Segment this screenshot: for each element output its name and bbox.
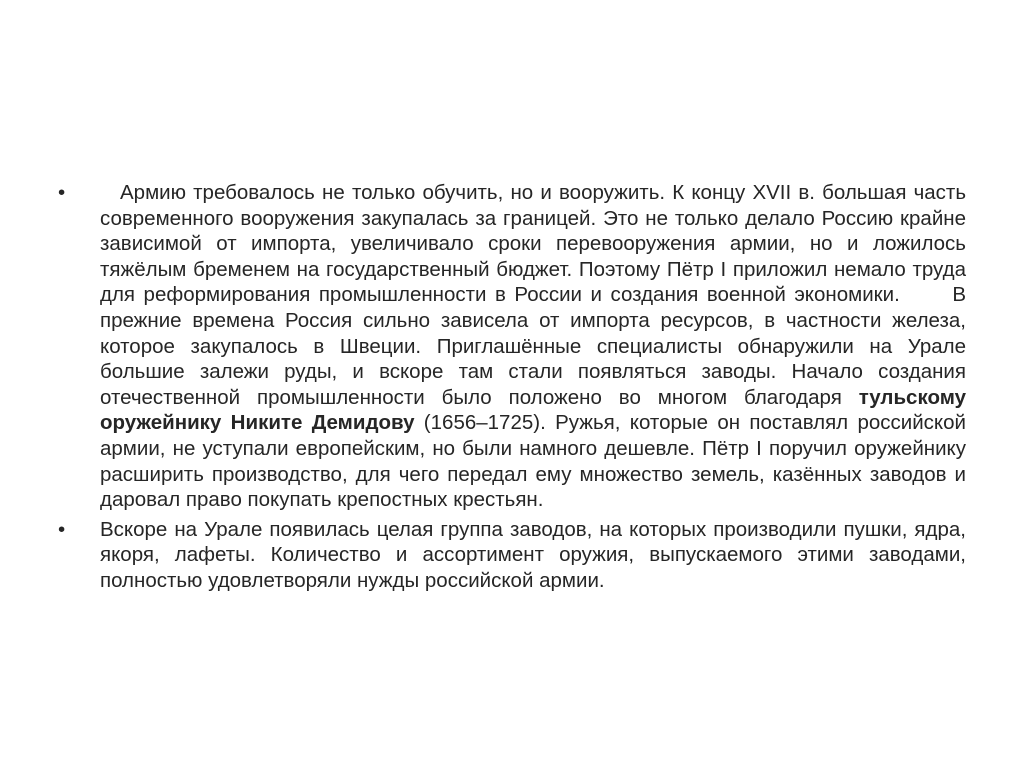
paragraph-1-text-b: В прежние времена Россия сильно зависела от импорта ресурсов, в частности железа, которое закупалось в Швеции. Приглашённые специалисты обнаружили на Урале большие залежи руды, и вскоре там стали появляться заводы. Начало создания отечественной промышленности было положено во многом благодаря [100,283,966,409]
paragraph-1-text-c: (1656–1725). Ружья, которые он поставлял российской армии, не уступали европейским, но были намного дешевле. Пётр I поручил оружейнику расширить производство, для чего передал ему множество земель, казённых заводов и даровал право покупать крепостных крестьян. [100,411,966,512]
bullet-item-2 [58,517,966,594]
bullet-icon: • [58,517,66,541]
paragraph-1 [100,180,966,513]
slide-content [58,180,966,598]
bullet-item-1 [58,180,966,513]
emphasized-name: тульскому оружейнику Никите Демидову [100,385,966,435]
bullet-icon: • [58,181,66,204]
paragraph-2: Вскоре на Урале появилась целая группа заводов, на которых производили пушки, ядра, якоря, лафеты. Количество и ассортимент оружия, выпускаемого этими заводами, полностью удовлетворяли нужды российской армии. [100,517,966,592]
paragraph-1-text-a: Армию требовалось не только обучить, но и вооружить. К концу XVII в. большая часть современного вооружения закупалась за границей. Это не только делало Россию крайне зависимой от импорта, увеличивало сроки перевооружения армии, но и ложилось тяжёлым бременем на государственный бюджет. Поэтому Пётр I приложил немало труда для реформирования промышленности в России и создания военной экономики. [100,181,966,307]
